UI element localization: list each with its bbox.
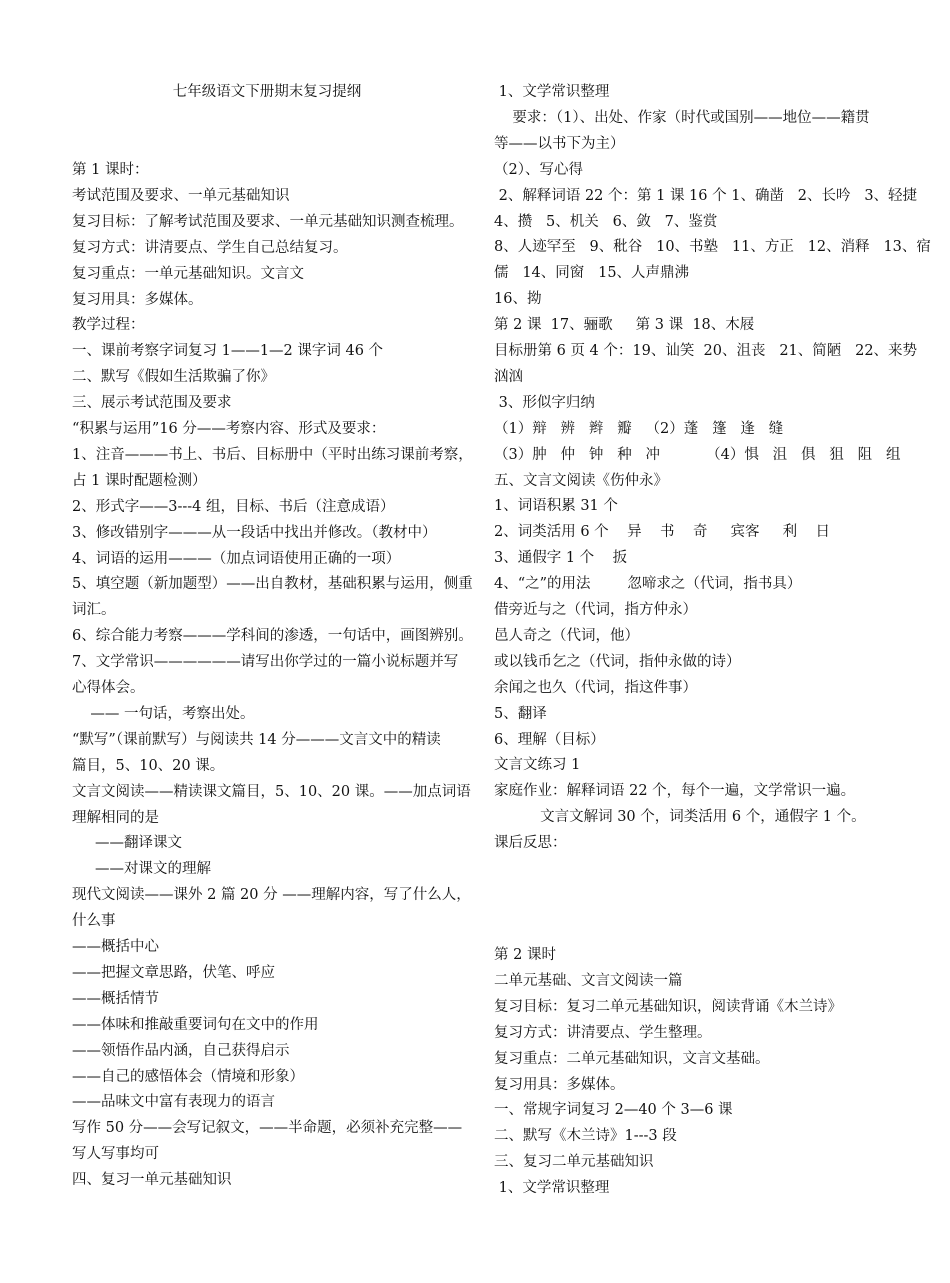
text-line: 2、词类活用 6 个 异 书 奇 宾客 利 日 [494, 524, 831, 541]
text-line: 五、文言文阅读《伤仲永》 [494, 472, 668, 489]
text-line: 汹汹 [494, 368, 523, 385]
text-line: 8、人迹罕至 9、秕谷 10、书塾 11、方正 12、消释 13、宿 [494, 239, 931, 256]
text-line: 三、复习二单元基础知识 [494, 1154, 654, 1171]
text-line: 1、词语积累 31 个 [494, 498, 618, 515]
text-line: 一、常规字词复习 2—40 个 3—6 课 [494, 1102, 733, 1119]
text-line: 目标册第 6 页 4 个：19、讪笑 20、沮丧 21、简陋 22、来势 [494, 343, 918, 359]
text-line: 文言文阅读——精读课文篇目，5、10、20 课。——加点词语 [72, 783, 471, 800]
text-line: 复习重点：二单元基础知识，文言文基础。 [494, 1050, 770, 1067]
text-line: 一、课前考察字词复习 1——1—2 课字词 46 个 [72, 343, 384, 360]
text-line: 三、展示考试范围及要求 [72, 395, 232, 412]
text-line: 二、默写《木兰诗》1---3 段 [494, 1128, 677, 1145]
text-line: 4、词语的运用———（加点词语使用正确的一项） [72, 550, 401, 567]
text-line: 3、修改错别字———从一段话中找出并修改。（教材中） [72, 524, 437, 541]
text-line: 复习用具：多媒体。 [494, 1076, 625, 1093]
text-line: （3）肿 仲 钟 种 冲 （4）惧 沮 俱 狙 阻 组 [494, 446, 901, 463]
text-line: 复习目标：复习二单元基础知识，阅读背诵《木兰诗》 [494, 998, 842, 1015]
text-line: 文言文练习 1 [494, 757, 581, 774]
text-line: ——体味和推敲重要词句在文中的作用 [72, 1016, 319, 1033]
text-line: ——把握文章思路，伏笔、呼应 [72, 964, 275, 981]
text-line: —— 一句话，考察出处。 [72, 705, 255, 722]
text-line: 3、形似字归纳 [494, 394, 595, 411]
text-line: 1、注音———书上、书后、目标册中（平时出练习课前考察， [72, 446, 473, 463]
text-line: 家庭作业：解释词语 22 个，每个一遍，文学常识一遍。 [494, 783, 856, 800]
text-line: 16、拗 [494, 291, 542, 308]
text-line: 等——以书下为主） [494, 135, 625, 152]
text-line: 二单元基础、文言文阅读一篇 [494, 972, 683, 989]
text-line: 占 1 课时配题检测） [72, 472, 207, 489]
text-line: （1）辩 辨 辫 瓣 （2）蓬 篷 逢 缝 [494, 420, 784, 437]
text-line: “默写”（课前默写）与阅读共 14 分———文言文中的精读 [72, 731, 441, 748]
text-line: 什么事 [72, 913, 116, 930]
text-line: ——对课文的理解 [72, 861, 212, 878]
text-line: 1、文学常识整理 [494, 1180, 610, 1197]
text-line: ——翻译课文 [72, 835, 183, 852]
document-title: 七年级语文下册期末复习提纲 [172, 84, 362, 100]
text-line: 教学过程： [72, 317, 145, 334]
text-line: 5、翻译 [494, 705, 547, 722]
text-line: 篇目，5、10、20 课。 [72, 757, 225, 774]
text-line: 余闻之也久（代词，指这件事） [494, 679, 697, 696]
text-line: 四、复习一单元基础知识 [72, 1172, 232, 1189]
text-line: 写作 50 分——会写记叙文，——半命题，必须补充完整—— [72, 1120, 463, 1137]
text-line: 复习用具：多媒体。 [72, 291, 203, 308]
text-line: 5、填空题（新加题型）——出自教材，基础积累与运用，侧重 [72, 576, 473, 593]
text-line: ——品味文中富有表现力的语言 [72, 1094, 275, 1111]
text-line: ——概括情节 [72, 990, 159, 1007]
text-line: 理解相同的是 [72, 809, 159, 826]
text-line: 邑人奇之（代词，他） [494, 627, 639, 644]
text-line: （2）、写心得 [494, 161, 583, 178]
text-line: 7、文学常识——————请写出你学过的一篇小说标题并写 [72, 654, 459, 671]
text-line: ——概括中心 [72, 939, 159, 955]
text-line: 写人写事均可 [72, 1146, 159, 1163]
text-line: 课后反思： [494, 835, 567, 852]
text-line: 复习方式：讲清要点、学生自己总结复习。 [72, 239, 348, 256]
text-line: 复习目标：了解考试范围及要求、一单元基础知识测查梳理。 [72, 213, 464, 230]
text-line: 第 2 课时 [494, 947, 556, 963]
text-line: 词汇。 [72, 602, 116, 619]
text-line: 要求：（1）、出处、作家（时代或国别——地位——籍贯 [494, 109, 870, 126]
text-line: 6、综合能力考察———学科间的渗透，一句话中，画图辨别。 [72, 628, 473, 645]
text-line: 4、攒 5、机关 6、敛 7、鉴赏 [494, 213, 718, 230]
text-line: 心得体会。 [72, 680, 145, 696]
text-line: 复习重点：一单元基础知识。文言文 [72, 265, 304, 282]
text-line: 2、解释词语 22 个：第 1 课 16 个 1、确凿 2、长吟 3、轻捷 [494, 187, 918, 204]
text-line: 4、“之”的用法 忽啼求之（代词，指书具） [494, 576, 802, 593]
text-line: 二、默写《假如生活欺骗了你》 [72, 369, 275, 386]
text-line: 复习方式：讲清要点、学生整理。 [494, 1024, 712, 1041]
text-line: 第 2 课 17、骊歌 第 3 课 18、木屐 [494, 317, 755, 334]
text-line: ——领悟作品内涵，自己获得启示 [72, 1042, 290, 1059]
text-line: 现代文阅读——课外 2 篇 20 分 ——理解内容，写了什么人， [72, 887, 471, 904]
text-line: 6、理解（目标） [494, 731, 605, 748]
text-line: 3、通假字 1 个 扳 [494, 550, 628, 567]
text-line: 儒 14、同窗 15、人声鼎沸 [494, 265, 690, 282]
text-line: ——自己的感悟体会（情境和形象） [72, 1068, 304, 1085]
text-line: 借旁近与之（代词，指方仲永） [494, 602, 697, 618]
text-line: 2、形式字——3---4 组，目标、书后（注意成语） [72, 498, 395, 515]
text-line: 或以钱币乞之（代词，指仲永做的诗） [494, 653, 741, 670]
text-line: 第 1 课时： [72, 162, 149, 178]
text-line: 1、文学常识整理 [494, 84, 610, 100]
text-line: 文言文解词 30 个，词类活用 6 个，通假字 1 个。 [494, 809, 866, 826]
text-line: “积累与运用”16 分——考察内容、形式及要求： [72, 421, 386, 437]
text-line: 考试范围及要求、一单元基础知识 [72, 187, 290, 204]
